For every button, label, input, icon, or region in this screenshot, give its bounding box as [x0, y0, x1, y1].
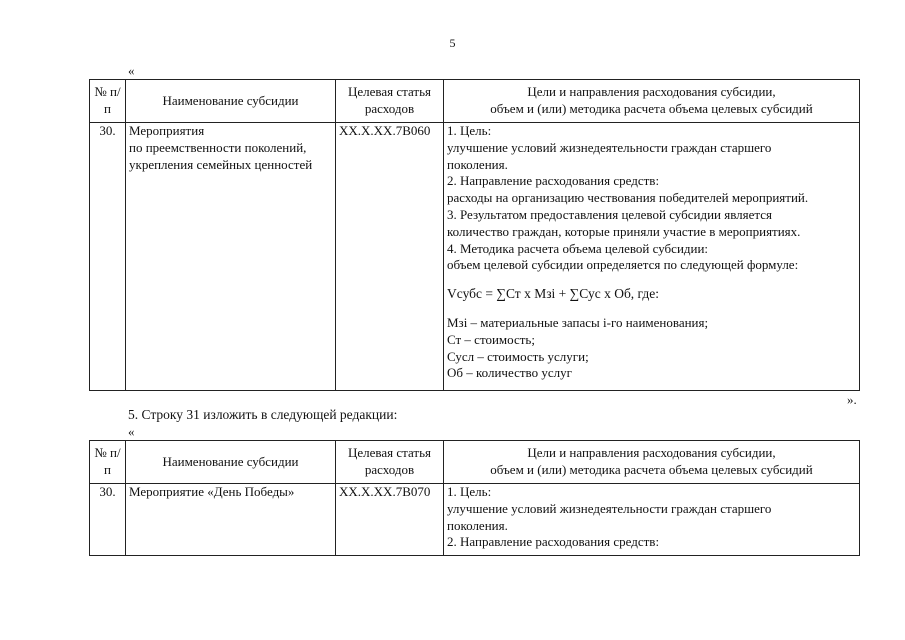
header-subsidy-name: Наименование субсидии — [126, 441, 336, 484]
opening-quote: « — [128, 63, 135, 78]
goal-line: расходы на организацию чествования победителей мероприятий. — [447, 190, 809, 206]
header-target-item: Целевая статья расходов — [336, 441, 444, 484]
goal-line: количество граждан, которые приняли участие в мероприятиях. — [447, 223, 801, 239]
row-number: 30. — [90, 484, 126, 556]
header-number — [90, 80, 126, 123]
header-goals-line: объем и (или) методика расчета объема целевых субсидий — [490, 101, 813, 116]
subsidy-name-cell: Мероприятие «День Победы» — [126, 484, 336, 556]
table-row — [90, 123, 860, 391]
formula-legend-line: Сусл – стоимость услуги; — [447, 348, 589, 364]
goal-line: поколения. — [447, 517, 508, 533]
header-number: № п/п — [90, 441, 126, 484]
instruction-text: 5. Строку 31 изложить в следующей редакции: — [128, 407, 398, 422]
subsidy-name-line: укрепления семейных ценностей — [129, 156, 313, 172]
spacer — [447, 303, 856, 315]
goal-line: 2. Направление расходования средств: — [447, 173, 660, 189]
header-target-item: Целевая статья расходов — [336, 80, 444, 123]
header-goals-line: объем и (или) методика расчета объема целевых субсидий — [490, 462, 813, 477]
goals-cell — [444, 123, 860, 391]
page-number: 5 — [449, 36, 456, 50]
header-goals-line: Цели и направления расходования субсидии, — [527, 445, 776, 461]
opening-quote: « — [128, 424, 135, 439]
table-header-row — [90, 441, 860, 484]
formula-legend-line: Ст – стоимость; — [447, 331, 535, 347]
goal-line: 1. Цель: — [447, 484, 492, 499]
goal-line: 2. Направление расходования средств: — [447, 534, 660, 550]
formula-legend-line: Мзi – материальные запасы i-го наименования; — [447, 314, 709, 330]
header-number-label: № п/п — [94, 84, 121, 116]
goal-line: улучшение условий жизнедеятельности граждан старшего — [447, 139, 772, 155]
goal-line: 4. Методика расчета объема целевой субсидии: — [447, 240, 709, 256]
subsidy-table-2 — [89, 440, 860, 556]
row-number: 30. — [90, 123, 126, 391]
formula: Vсубс = ∑Ст х Мзi + ∑Сус х Об, где: — [447, 286, 660, 302]
goal-line: поколения. — [447, 156, 508, 172]
header-goals-line: Цели и направления расходования субсидии, — [527, 84, 776, 100]
table-header-row — [90, 80, 860, 123]
header-goals — [444, 441, 860, 484]
target-item-code: XX.X.XX.7B070 — [336, 484, 444, 556]
header-goals — [444, 80, 860, 123]
closing-quote: ». — [847, 392, 857, 407]
subsidy-table-1 — [89, 79, 860, 391]
spacer — [447, 274, 856, 286]
target-item-code: XX.X.XX.7B060 — [336, 123, 444, 391]
goal-line: 3. Результатом предоставления целевой субсидии является — [447, 206, 773, 222]
subsidy-name-cell — [126, 123, 336, 391]
formula-legend-line: Об – количество услуг — [447, 365, 572, 381]
subsidy-name-line: по преемственности поколений, — [129, 139, 307, 155]
table-row — [90, 484, 860, 556]
goal-line: 1. Цель: — [447, 123, 492, 138]
goal-line: объем целевой субсидии определяется по следующей формуле: — [447, 257, 799, 273]
subsidy-name-line: Мероприятия — [129, 123, 205, 138]
goals-cell — [444, 484, 860, 556]
header-subsidy-name: Наименование субсидии — [126, 80, 336, 123]
goal-line: улучшение условий жизнедеятельности граждан старшего — [447, 500, 772, 516]
